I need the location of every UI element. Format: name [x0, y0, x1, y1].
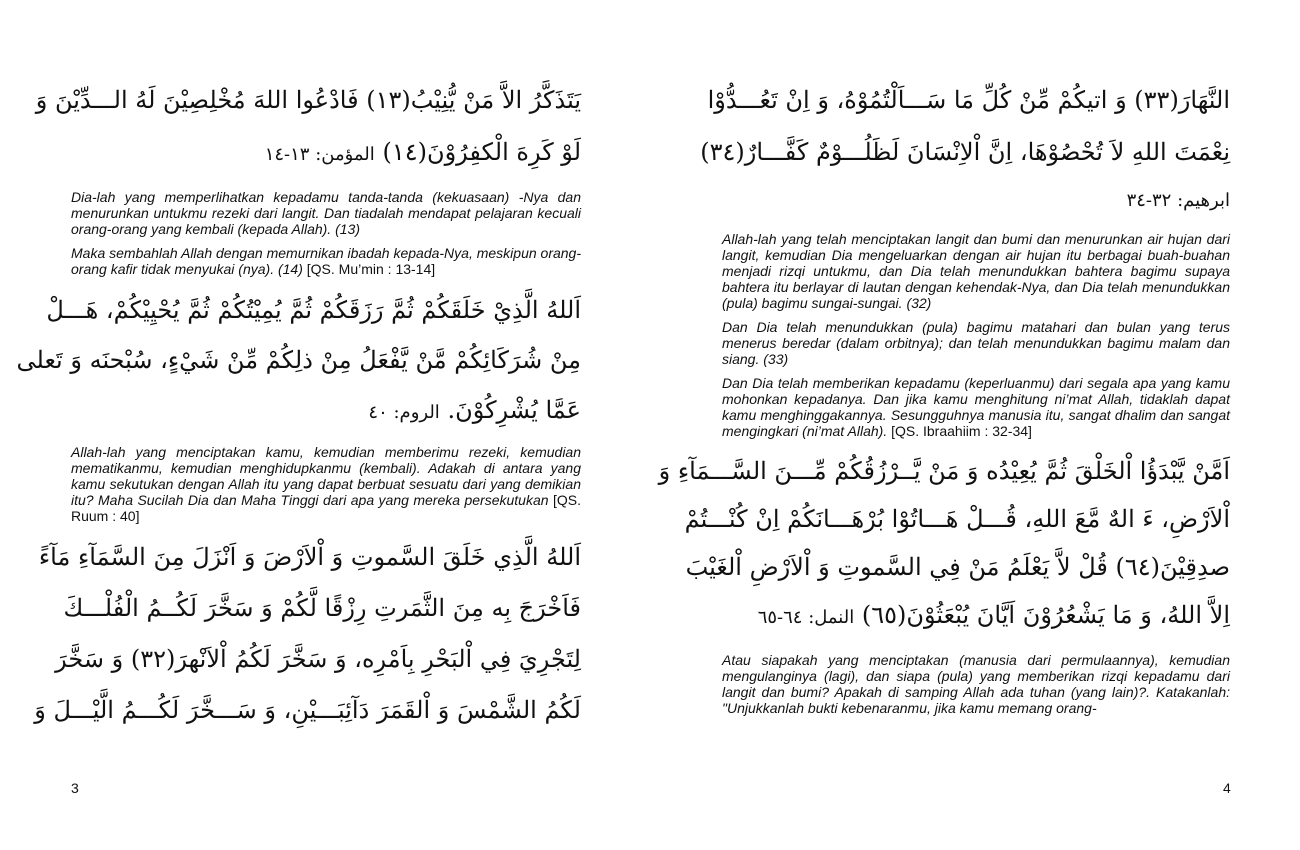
arabic-verse-block: [34, 532, 581, 736]
translation-text: Dan Dia telah menundukkan (pula) bagimu matahari dan bulan yang terus menerus beredar (dalam orbitnya); dan telah menundukkan bagimu malam dan siang. (33): [722, 319, 1230, 367]
translation-paragraph: [71, 444, 581, 524]
arabic-line-text: لَوْ كَرِهَ الْكفِرُوْنَ(١٤): [382, 138, 581, 166]
page-number: 3: [71, 780, 79, 796]
arabic-line: يَتَذَكَّرُ الاَّ مَنْ يُّنِيْبُ(١٣) فَادْعُوا اللهَ مُخْلِصِيْنَ لَهُ الـــدِّيْنَ وَ: [35, 86, 581, 114]
arabic-line: لِتَجْرِيَ فِي اْلبَحْرِ بِاَمْرِه، وَ سَخَّرَ لَكُمُ اْلاَنْهرَ(٣٢) وَ سَخَّرَ: [55, 645, 581, 673]
arabic-line-text: عَمَّا يُشْرِكُوْنَ.: [447, 396, 581, 424]
arabic-verse-block: [35, 74, 581, 181]
arabic-line: النَّهَارَ(٣٣) وَ اتيكُمْ مِّنْ كُلِّ مَا سَـــاَلْتُمُوْهُ، وَ اِنْ تَعُـــدُّوْا: [707, 86, 1230, 114]
translation-text: Maka sembahlah Allah dengan memurnikan ibadah kepada-Nya, meskipun orang-orang kafir tidak menyukai (nya). (14): [71, 245, 582, 277]
left-page-content: [16, 74, 582, 736]
translation-paragraph: [722, 375, 1230, 439]
translation-paragraph: [71, 245, 581, 277]
page-number: 4: [1223, 780, 1231, 796]
arabic-verse-block: [16, 285, 581, 438]
translation-text: Allah-lah yang menciptakan kamu, kemudian memberimu rezeki, kemudian mematikanmu, kemudian menghidupkanmu (kembali). Adakah di antara yang kamu sekutukan dengan Allah itu yang dapat berbuat sesuatu dari yang demikian itu? Maha Sucilah Dia dan Maha Tinggi dari apa yang mereka persekutukan: [71, 444, 581, 508]
arabic-line: اْلاَرْضِ، ءَ الهٌ مَّعَ اللهِ، قُـــلْ هَـــاتُوْا بُرْهَـــانَكُمْ اِنْ كُنْـــتُمْ: [684, 505, 1230, 533]
arabic-line: [71, 126, 581, 181]
right-page-content: [658, 74, 1230, 724]
arabic-line: اَللهُ الَّذِيْ خَلَقَكُمْ ثُمَّ رَزَقَكُمْ ثُمَّ يُمِيْتُكُمْ ثُمَّ يُحْيِيْكُمْ، هَـــلْ: [46, 296, 581, 324]
arabic-line: [71, 385, 581, 438]
arabic-line: صدِقِيْنَ(٦٤) قُلْ لاَّ يَعْلَمُ مَنْ فِي السَّموتِ وَ اْلاَرْضِ اْلغَيْبَ: [685, 553, 1230, 581]
arabic-line: اَللهُ الَّذِي خَلَقَ السَّموتِ وَ اْلاَرْضَ وَ اَنْزَلَ مِنَ السَّمَآءِ مَآءً: [38, 543, 581, 571]
arabic-line: [722, 591, 1230, 642]
arabic-line: اَمَّنْ يَّبْدَؤُا اْلخَلْقَ ثُمَّ يُعِيْدُه وَ مَنْ يَّــرْزُقُكُمْ مِّـــنَ السَّـــمَآءِ وَ: [658, 457, 1230, 485]
arabic-line: لَكُمُ الشَّمْسَ وَ اْلقَمَرَ دَآئِبَـــيْنِ، وَ سَـــخَّرَ لَكُـــمُ الَّيْـــلَ وَ: [34, 696, 581, 724]
qs-reference: [QS. Ibraahiim : 32-34]: [887, 423, 1032, 439]
translation-text: Dia-lah yang memperlihatkan kepadamu tanda-tanda (kekuasaan) -Nya dan menurunkan untukmu rezeki dari langit. Dan tiadalah mendapat pelajaran kecuali orang-orang yang kembali (kepada Allah). (13): [71, 189, 581, 237]
translation-paragraph: [722, 319, 1230, 367]
arabic-line-text: اِلاَّ اللهُ، وَ مَا يَشْعُرُوْنَ اَيَّانَ يُبْعَثُوْنَ(٦٥): [861, 601, 1230, 629]
surah-reference: المؤمن: ١٣-١٤: [264, 144, 375, 165]
arabic-line: [722, 178, 1230, 221]
surah-reference: النمل: ٦٤-٦٥: [757, 607, 855, 628]
qs-reference: [QS. Ruum : 40]: [71, 492, 581, 524]
qs-reference: [QS. Mu’min : 13-14]: [302, 261, 436, 277]
arabic-verse-block: [700, 74, 1230, 221]
arabic-line: مِنْ شُرَكَائِكُمْ مَّنْ يَّفْعَلُ مِنْ ذلِكُمْ مِّنْ شَيْءٍ، سُبْحنَه وَ تَعلى: [16, 346, 581, 374]
translation-paragraph: [722, 652, 1230, 716]
translation-paragraph: [722, 231, 1230, 311]
right-page: [650, 0, 1300, 850]
surah-reference: ابرهيم: ٣٢-٣٤: [1126, 190, 1230, 211]
translation-text: Dan Dia telah memberikan kepadamu (keperluanmu) dari segala apa yang kamu mohonkan kepadanya. Dan jika kamu menghitung ni’mat Allah, tidaklah dapat kamu menghinggakannya. Sesungguhnya manusia itu, sangat dhalim dan sangat mengingkari (ni’mat Allah).: [722, 375, 1230, 439]
translation-text: Atau siapakah yang menciptakan (manusia dari permulaannya), kemudian mengulanginya (lagi), dan siapa (pula) yang memberikan rizqi kepadamu dari langit dan bumi? Apakah di samping Allah ada tuhan (yang lain)?. Katakanlah: "Unjukkanlah bukti kebenaranmu, jika kamu memang orang-: [722, 652, 1230, 716]
arabic-line: فَاَخْرَجَ بِه مِنَ الثَّمَرتِ رِزْقًا لَّكُمْ وَ سَخَّرَ لَكُــمُ الْفُلْـــكَ: [63, 594, 581, 622]
translation-paragraph: [71, 189, 581, 237]
arabic-verse-block: [658, 447, 1230, 642]
surah-reference: الروم: ٤٠: [368, 402, 440, 423]
arabic-line: نِعْمَتَ اللهِ لاَ تُحْصُوْهَا، اِنَّ اْلاِنْسَانَ لَظَلُـــوْمٌ كَفَّـــارٌ(٣٤): [700, 138, 1230, 166]
translation-text: Allah-lah yang telah menciptakan langit dan bumi dan menurunkan air hujan dari langit, kemudian Dia mengeluarkan dengan air hujan itu berbagai buah-buahan menjadi rizqi untukmu, dan Dia telah menundukkan bahtera bagimu supaya bahtera itu berlayar di lautan dengan kehendak-Nya, dan Dia telah menundukkan (pula) bagimu sungai-sungai. (32): [722, 231, 1230, 311]
